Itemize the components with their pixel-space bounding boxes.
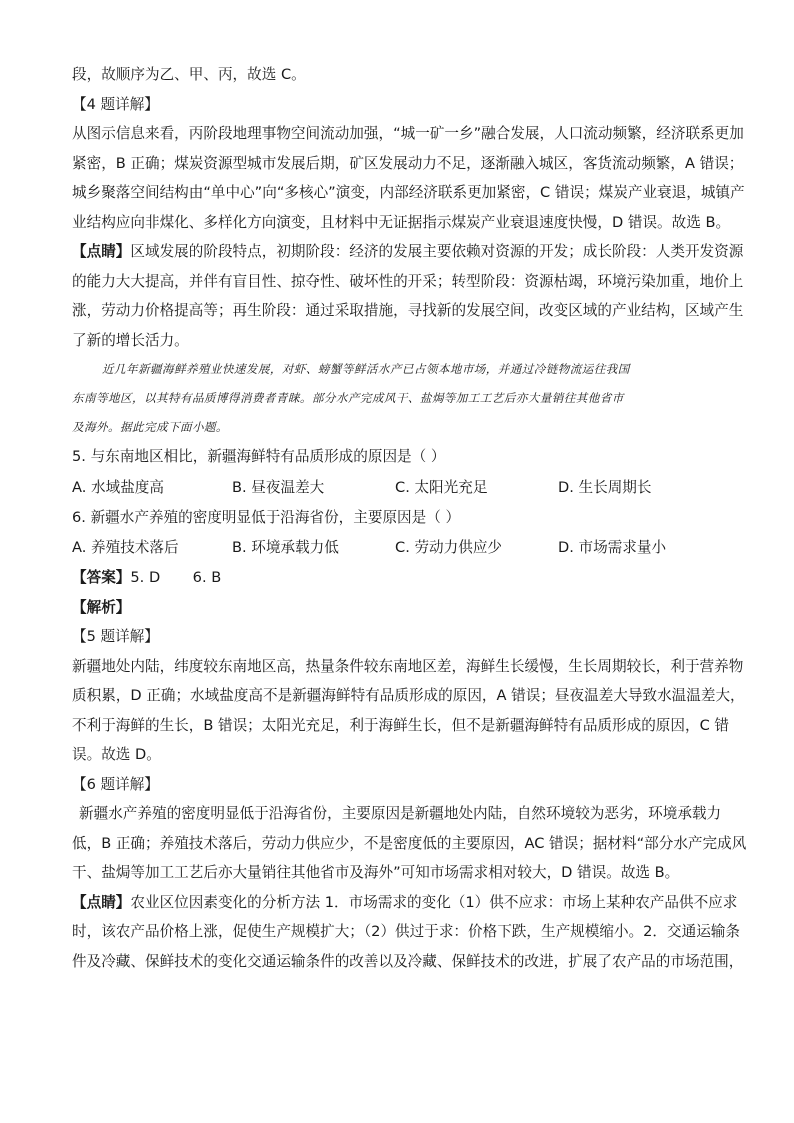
section-heading: 【6 题详解】: [72, 775, 159, 793]
analysis-heading: 【解析】: [72, 598, 131, 616]
material-line: 近几年新疆海鲜养殖业快速发展，对虾、螃蟹等鲜活水产已占领本地市场，并通过冷链物流运往我国: [102, 362, 630, 376]
note-paragraph: [72, 237, 744, 267]
option-d: D. 生长周期长: [558, 478, 652, 496]
answer-tag: 【答案】: [72, 569, 131, 586]
option-b: B. 昼夜温差大: [232, 478, 325, 496]
material-line: 及海外。据此完成下面小题。: [72, 420, 228, 434]
option-a: A. 水域盐度高: [72, 478, 164, 496]
text-line: 段，故顺序为乙、甲、丙，故选 C。: [72, 66, 306, 83]
answer-value: 5. D 6. B: [130, 569, 222, 586]
note-tag: 【点睛】: [72, 893, 131, 911]
text-span: 区域发展的阶段特点，初期阶段：经济的发展主要依赖对资源的开发；成长阶段：人类开发资源: [130, 243, 744, 260]
option-c: C. 太阳光充足: [395, 478, 488, 496]
text-line: 误。故选 D。: [72, 746, 161, 763]
option-c: C. 劳动力供应少: [395, 539, 503, 556]
question-5-options: [72, 472, 722, 503]
section-heading: 【5 题详解】: [72, 628, 159, 645]
text-line: 低，B 正确；养殖技术落后，劳动力供应少，不是密度低的主要原因，AC 错误；据材料“部分水产完成风: [72, 834, 747, 852]
note-tag: 【点睛】: [72, 243, 131, 260]
text-line: 业结构应向非煤化、多样化方向演变，且材料中无证据指示煤炭产业衰退速度快慢，D 错误。故选 B。: [72, 213, 731, 231]
text-span: 农业区位因素变化的分析方法 1．市场需求的变化（1）供不应求：市场上某种农产品供不应求: [130, 893, 738, 911]
text-line: 新疆水产养殖的密度明显低于沿海省份，主要原因是新疆地处内陆，自然环境较为恶劣，环境承载力: [79, 805, 722, 822]
document-page: [72, 60, 747, 976]
option-a: A. 养殖技术落后: [72, 539, 179, 556]
text-line: 新疆地处内陆，纬度较东南地区高，热量条件较东南地区差，海鲜生长缓慢，生长周期较长，利于营养物: [72, 657, 744, 675]
answer-line: [72, 563, 722, 593]
option-b: B. 环境承载力低: [232, 539, 339, 556]
section-heading: 【4 题详解】: [72, 95, 159, 113]
text-line: 城乡聚落空间结构由“单中心”向“多核心”演变，内部经济联系更加紧密，C 错误；煤炭产业衰退，城镇产: [72, 184, 745, 201]
text-line: 质积累，D 正确；水域盐度高不是新疆海鲜特有品质形成的原因，A 错误；昼夜温差大导致水温温差大，: [72, 687, 745, 704]
text-line: 紧密，B 正确；煤炭资源型城市发展后期，矿区发展动力不足，逐渐融入城区，客货流动频繁，A 错误；: [72, 154, 744, 172]
text-line: 件及冷藏、保鲜技术的变化交通运输条件的改善以及冷藏、保鲜技术的改进，扩展了农产品的市场范围，: [72, 952, 744, 970]
option-d: D. 市场需求量小: [558, 539, 667, 556]
material-line: 东南等地区，以其特有品质博得消费者青睐。部分水产完成风干、盐焗等加工工艺后亦大量销往其他省市: [72, 391, 624, 405]
text-line: 涨，劳动力价格提高等；再生阶段：通过采取措施，寻找新的发展空间，改变区域的产业结构，区域产生: [72, 302, 744, 319]
text-line: 时，该农产品价格上涨，促使生产规模扩大；（2）供过于求：价格下跌，生产规模缩小。2．交通运输条: [72, 923, 740, 940]
text-line: 从图示信息来看，丙阶段地理事物空间流动加强，“城一矿一乡”融合发展，人口流动频繁，经济联系更加: [72, 125, 744, 142]
text-line: 干、盐焗等加工工艺后亦大量销往其他省市及海外”可知市场需求相对较大，D 错误。故选 B。: [72, 864, 680, 881]
question-6-options: [72, 532, 722, 563]
text-line: 的能力大大提高，并伴有盲目性、掠夺性、破坏性的开采；转型阶段：资源枯竭，环境污染加重，地价上: [72, 272, 744, 290]
question-6: 6. 新疆水产养殖的密度明显低于沿海省份，主要原因是（ ）: [72, 508, 461, 526]
note-paragraph: [72, 888, 738, 918]
text-line: 了新的增长活力。: [72, 331, 189, 349]
text-line: 不利于海鲜的生长，B 错误；太阳光充足，利于海鲜生长，但不是新疆海鲜特有品质形成的原因，C 错: [72, 716, 730, 734]
question-5: 5. 与东南地区相比，新疆海鲜特有品质形成的原因是（ ）: [72, 448, 446, 465]
